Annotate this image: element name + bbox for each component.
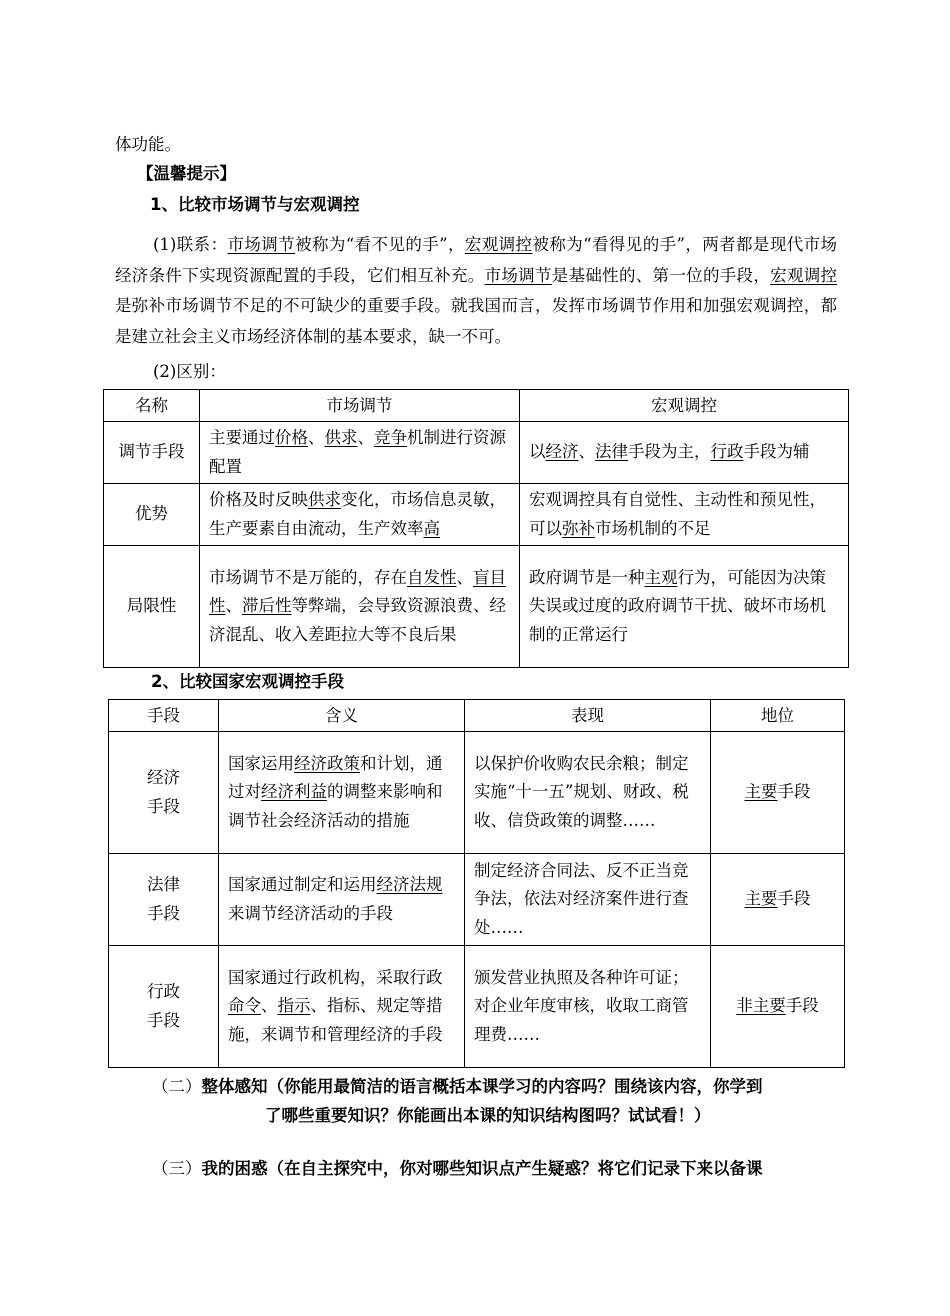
table2-header-means: 手段: [109, 700, 219, 732]
table-row: [109, 854, 845, 946]
table1-header-name: 名称: [104, 390, 200, 422]
table-cell: 国家运用经济政策和计划，通过对经济利益的调整来影响和调节社会经济活动的措施: [219, 732, 465, 854]
table2-header-performance: 表现: [465, 700, 711, 732]
table2-header-status: 地位: [711, 700, 845, 732]
comparison-table-2: [108, 699, 845, 1068]
table-cell: 政府调节是一种主观行为，可能因为决策失误或过度的政府调节干扰、破坏市场机制的正常运行: [520, 546, 849, 668]
table-cell: 颁发营业执照及各种许可证；对企业年度审核，收取工商管理费……: [465, 946, 711, 1068]
table-cell: 以经济、法律手段为主，行政手段为辅: [520, 422, 849, 484]
overall-text: 整体感知（你能用最简洁的语言概括本课学习的内容吗？围绕该内容，你学到: [201, 1077, 763, 1096]
row-label: 经济 手段: [109, 732, 219, 854]
relation-text: 被称为“看不见的手”，: [295, 235, 465, 254]
difference-label: (2)区别：: [153, 362, 226, 381]
term-macro-control: 宏观调控: [464, 235, 533, 254]
table-cell: 国家通过制定和运用经济法规来调节经济活动的手段: [219, 854, 465, 946]
overall-number: （二）: [152, 1077, 202, 1096]
row-label: 局限性: [104, 546, 200, 668]
confusion-text: 我的困惑（在自主探究中，你对哪些知识点产生疑惑？将它们记录下来以备课: [201, 1159, 763, 1178]
row-label: 法律 手段: [109, 854, 219, 946]
row-label: 优势: [104, 484, 200, 546]
status-cell: 主要手段: [711, 854, 845, 946]
term-macro-control: 宏观调控: [770, 265, 838, 285]
status-cell: 主要手段: [711, 732, 845, 854]
relation-paragraph: [115, 230, 837, 352]
table1-header-market: 市场调节: [200, 390, 520, 422]
relation-text: 被称为“看得见的手”，两者都是现代市场经济条件下实现资源配置的手段，它们相互补充。: [115, 235, 838, 285]
table1-header-macro: 宏观调控: [520, 390, 849, 422]
section2-title: 2、比较国家宏观调控手段: [151, 672, 344, 691]
table-cell: 制定经济合同法、反不正当竞争法，依法对经济案件进行查处……: [465, 854, 711, 946]
table-cell: 主要通过价格、供求、竞争机制进行资源配置: [200, 422, 520, 484]
table-row: [104, 484, 849, 546]
table-row: [104, 422, 849, 484]
table-cell: 价格及时反映供求变化，市场信息灵敏，生产要素自由流动，生产效率高: [200, 484, 520, 546]
row-label: 调节手段: [104, 422, 200, 484]
tip-heading: 【温馨提示】: [137, 164, 236, 183]
confusion-number: （三）: [152, 1159, 202, 1178]
table-row: [104, 546, 849, 668]
table2-header-meaning: 含义: [219, 700, 465, 732]
relation-text: 是基础性的、第一位的手段，: [551, 265, 771, 285]
relation-text: 是弥补市场调节不足的不可缺少的重要手段。就我国而言，发挥市场调节作用和加强宏观调控，都是建立社会主义市场经济体制的基本要求，缺一不可。: [115, 296, 837, 346]
overall-section: [152, 1073, 763, 1097]
status-cell: 非主要手段: [711, 946, 845, 1068]
comparison-table-1: [103, 389, 849, 668]
continued-line: 体功能。: [115, 135, 181, 154]
table-cell: 以保护价收购农民余粮；制定实施“十一五”规划、财政、税收、信贷政策的调整……: [465, 732, 711, 854]
relation-text: (1)联系：: [153, 235, 228, 254]
table-row: [109, 946, 845, 1068]
overall-text-line2: 了哪些重要知识？你能画出本课的知识结构图吗？试试看！）: [265, 1106, 711, 1125]
term-market-regulation: 市场调节: [484, 265, 552, 285]
table-row: [109, 732, 845, 854]
row-label: 行政 手段: [109, 946, 219, 1068]
table-cell: 宏观调控具有自觉性、主动性和预见性，可以弥补市场机制的不足: [520, 484, 849, 546]
table-cell: 市场调节不是万能的，存在自发性、盲目性、滞后性等弊端，会导致资源浪费、经济混乱、收入差距拉大等不良后果: [200, 546, 520, 668]
table-cell: 国家通过行政机构，采取行政命令、指示、指标、规定等措施，来调节和管理经济的手段: [219, 946, 465, 1068]
section1-title: 1、比较市场调节与宏观调控: [150, 195, 360, 214]
term-market-regulation: 市场调节: [227, 235, 296, 254]
confusion-section: [152, 1155, 763, 1179]
